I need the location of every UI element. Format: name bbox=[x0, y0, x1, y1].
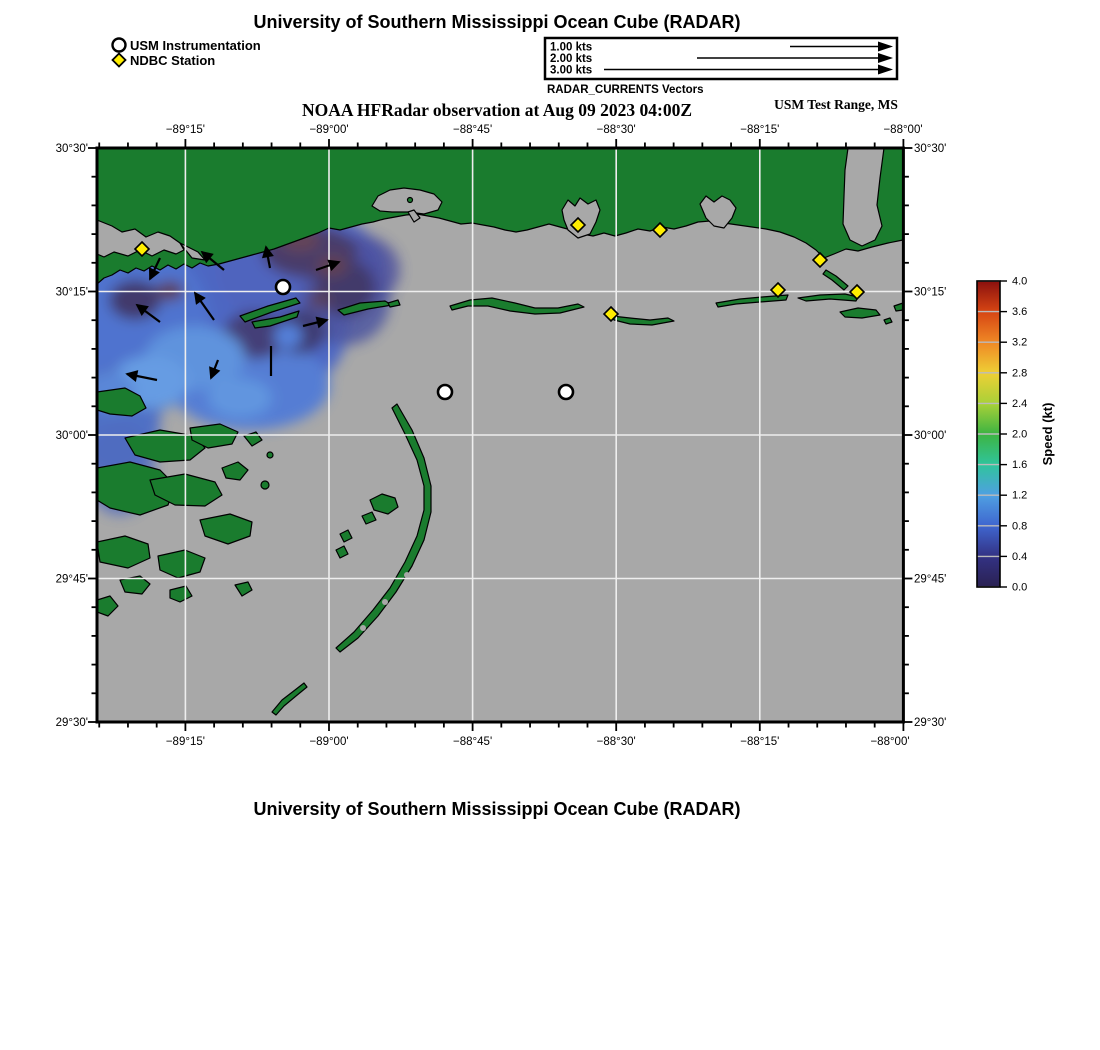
svg-text:−89°00': −89°00' bbox=[309, 124, 349, 136]
svg-text:−88°15': −88°15' bbox=[740, 124, 780, 136]
svg-text:−89°15': −89°15' bbox=[165, 736, 205, 748]
footer-title: University of Southern Mississippi Ocean Cube (RADAR) bbox=[253, 799, 741, 819]
svg-text:0.0: 0.0 bbox=[1012, 581, 1028, 594]
bay-islet bbox=[408, 198, 413, 203]
svg-text:2.4: 2.4 bbox=[1012, 397, 1028, 410]
svg-text:−88°00': −88°00' bbox=[870, 736, 910, 748]
svg-text:2.8: 2.8 bbox=[1012, 367, 1028, 380]
svg-text:−88°00': −88°00' bbox=[883, 124, 923, 136]
vector-scale-box bbox=[545, 38, 897, 96]
svg-text:1.2: 1.2 bbox=[1012, 489, 1028, 502]
usm-instrument-marker bbox=[559, 385, 573, 399]
svg-text:2.0: 2.0 bbox=[1012, 428, 1028, 441]
svg-text:30°00': 30°00' bbox=[55, 430, 88, 442]
svg-text:29°30': 29°30' bbox=[914, 717, 947, 729]
legend-usm-label: USM Instrumentation bbox=[130, 38, 261, 53]
svg-text:1.6: 1.6 bbox=[1012, 459, 1028, 472]
scale-1kt-label: 1.00 kts bbox=[550, 41, 593, 54]
svg-text:−88°30': −88°30' bbox=[596, 124, 636, 136]
ndbc-station-icon bbox=[113, 54, 126, 67]
svg-text:−88°45': −88°45' bbox=[453, 736, 493, 748]
colorbar bbox=[977, 276, 1055, 594]
scale-3kt-label: 3.00 kts bbox=[550, 64, 593, 77]
svg-text:29°30': 29°30' bbox=[55, 717, 88, 729]
colorbar-labels bbox=[1012, 276, 1027, 594]
map-plot bbox=[56, 124, 947, 748]
usm-instrument-marker bbox=[276, 280, 290, 294]
svg-text:−88°30': −88°30' bbox=[596, 736, 636, 748]
region-label: USM Test Range, MS bbox=[774, 97, 898, 112]
marker-legend bbox=[113, 38, 261, 68]
svg-text:30°00': 30°00' bbox=[914, 430, 947, 442]
svg-text:0.8: 0.8 bbox=[1012, 520, 1028, 533]
scale-caption: RADAR_CURRENTS Vectors bbox=[547, 84, 704, 96]
svg-text:0.4: 0.4 bbox=[1012, 550, 1028, 563]
svg-text:29°45': 29°45' bbox=[55, 573, 88, 586]
svg-text:3.2: 3.2 bbox=[1012, 336, 1028, 349]
svg-text:30°15': 30°15' bbox=[55, 286, 88, 299]
legend-ndbc-label: NDBC Station bbox=[130, 53, 216, 68]
svg-text:−88°45': −88°45' bbox=[453, 124, 493, 136]
svg-text:4.0: 4.0 bbox=[1012, 275, 1028, 288]
svg-text:30°15': 30°15' bbox=[914, 286, 947, 299]
colorbar-title: Speed (kt) bbox=[1040, 402, 1055, 466]
page-title: University of Southern Mississippi Ocean Cube (RADAR) bbox=[253, 12, 741, 32]
usm-instrument-marker bbox=[438, 385, 452, 399]
svg-text:−89°00': −89°00' bbox=[309, 736, 349, 748]
observation-subtitle: NOAA HFRadar observation at Aug 09 2023 04:00Z bbox=[301, 100, 693, 120]
svg-text:30°30': 30°30' bbox=[914, 143, 947, 155]
svg-text:30°30': 30°30' bbox=[55, 143, 88, 155]
svg-text:29°45': 29°45' bbox=[914, 573, 947, 586]
svg-text:−89°15': −89°15' bbox=[165, 124, 205, 136]
usm-instrumentation-icon bbox=[113, 39, 126, 52]
svg-text:−88°15': −88°15' bbox=[740, 736, 780, 748]
svg-text:3.6: 3.6 bbox=[1012, 306, 1028, 319]
scale-2kt-label: 2.00 kts bbox=[550, 53, 593, 65]
